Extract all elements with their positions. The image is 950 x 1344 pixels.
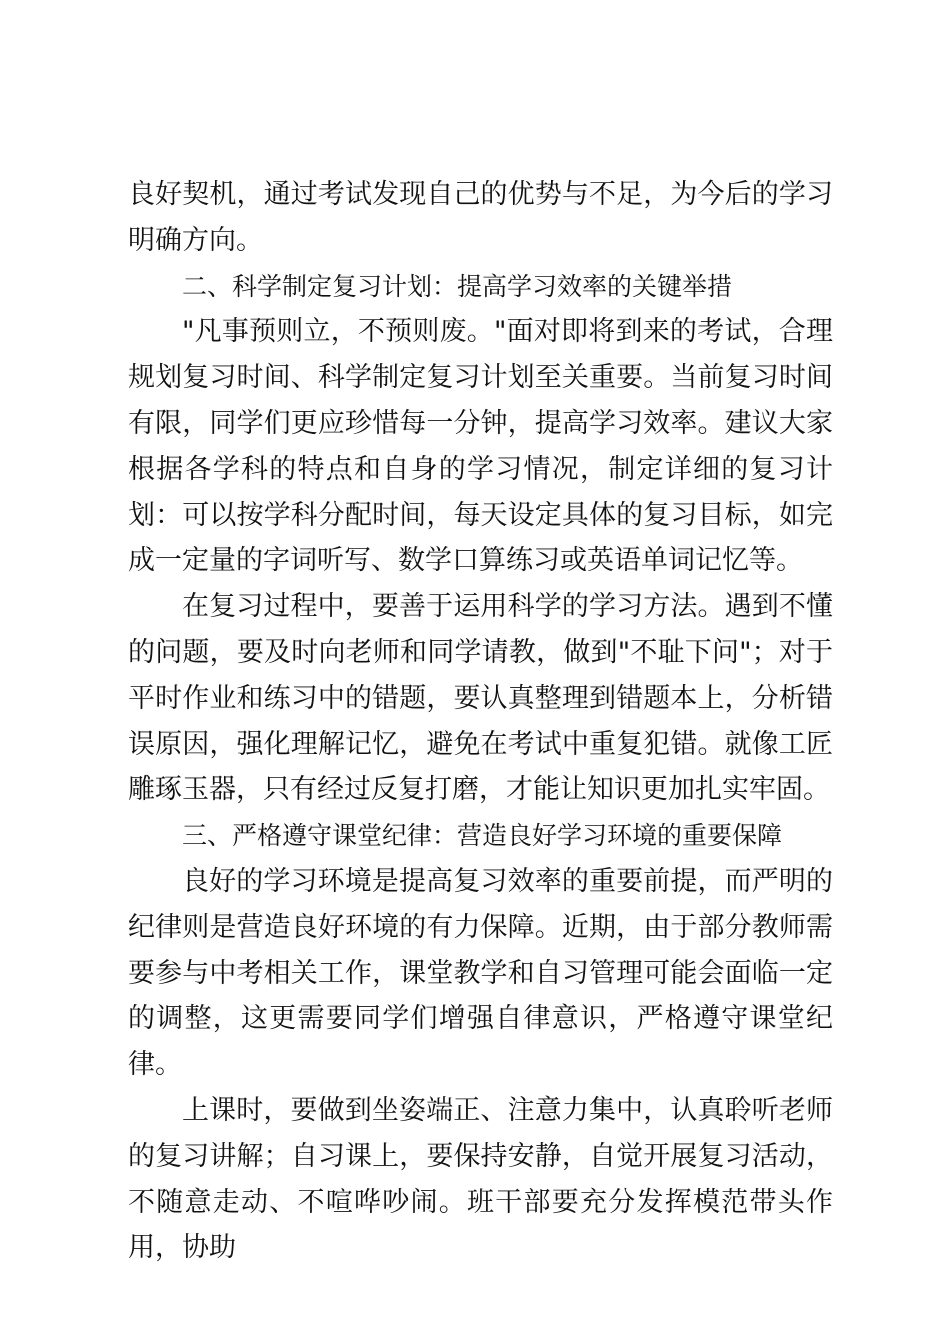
paragraph-continuation: 良好契机，通过考试发现自己的优势与不足，为今后的学习明确方向。 <box>128 179 833 256</box>
paragraph-review-plan: "凡事预则立，不预则废。"面对即将到来的考试，合理规划复习时间、科学制定复习计划至关重要。当前复习时间有限，同学们更应珍惜每一分钟，提高学习效率。建议大家根据各学科的特点和自身的学习情况，制定详细的复习计划：可以按学科分配时间，每天设定具体的复习目标，如完成一定量的字词听写、数学口算练习或英语单词记忆等。 <box>128 316 833 577</box>
document-body <box>128 172 833 1271</box>
paragraph-learning-environment: 良好的学习环境是提高复习效率的重要前提，而严明的纪律则是营造良好环境的有力保障。近期，由于部分教师需要参与中考相关工作，课堂教学和自习管理可能会面临一定的调整，这更需要同学们增强自律意识，严格遵守课堂纪律。 <box>128 865 833 1081</box>
paragraph-classroom-conduct: 上课时，要做到坐姿端正、注意力集中，认真聆听老师的复习讲解；自习课上，要保持安静，自觉开展复习活动，不随意走动、不喧哗吵闹。班干部要充分发挥模范带头作用，协助 <box>128 1094 833 1264</box>
section-heading-two: 二、科学制定复习计划：提高学习效率的关键举措 <box>182 271 733 301</box>
section-heading-three: 三、严格遵守课堂纪律：营造良好学习环境的重要保障 <box>182 821 783 851</box>
paragraph-study-methods: 在复习过程中，要善于运用科学的学习方法。遇到不懂的问题，要及时向老师和同学请教，做到"不耻下问"；对于平时作业和练习中的错题，要认真整理到错题本上，分析错误原因，强化理解记忆，避免在考试中重复犯错。就像工匠雕琢玉器，只有经过反复打磨，才能让知识更加扎实牢固。 <box>128 591 833 806</box>
